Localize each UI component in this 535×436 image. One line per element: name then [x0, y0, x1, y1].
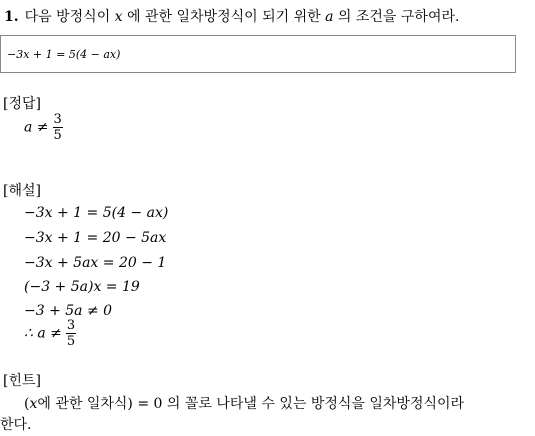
hint-open-paren: ( — [24, 396, 30, 412]
question-var-a: a — [325, 9, 334, 25]
answer-numerator: 3 — [53, 112, 62, 127]
hint-var-x: x — [29, 396, 38, 412]
question-number: 1. — [4, 9, 19, 25]
question-text — [4, 6, 459, 26]
question-var-x: x — [114, 9, 123, 25]
hint-text — [0, 394, 535, 436]
explanation-step-2: −3x + 1 = 20 − 5ax — [24, 230, 167, 246]
hint-text-line1: 에 관한 일차식) = 0 의 꼴로 나타낼 수 있는 방정식을 일차방정식이라 — [37, 396, 465, 412]
explanation-step-3: −3x + 5ax = 20 − 1 — [24, 255, 167, 271]
explanation-step-5: −3 + 5a ≠ 0 — [24, 303, 113, 319]
question-text-part2: 에 관한 일차방정식이 되기 위한 — [122, 9, 326, 25]
conclusion-denominator: 5 — [66, 334, 76, 349]
explanation-label: [해설] — [3, 183, 41, 199]
explanation-step-1: −3x + 1 = 5(4 − ax) — [24, 205, 169, 221]
question-text-part1: 다음 방정식이 — [24, 9, 115, 25]
conclusion-lhs: ∴ a ≠ — [24, 325, 62, 342]
conclusion-fraction — [66, 318, 76, 349]
explanation-step-4: (−3 + 5a)x = 19 — [24, 279, 140, 295]
answer-fraction — [53, 112, 63, 143]
explanation-conclusion — [24, 318, 76, 349]
question-text-part3: 의 조건을 구하여라. — [333, 9, 460, 25]
answer-line — [24, 112, 63, 143]
conclusion-numerator: 3 — [66, 318, 76, 333]
equation-box-equation: −3x + 1 = 5(4 − ax) — [7, 48, 121, 61]
hint-text-line2: 한다. — [0, 417, 32, 433]
answer-denominator: 5 — [53, 128, 62, 143]
answer-label: [정답] — [3, 96, 41, 112]
answer-lhs: a ≠ — [24, 119, 49, 136]
equation-box — [0, 35, 516, 73]
hint-label: [힌트] — [3, 373, 41, 389]
